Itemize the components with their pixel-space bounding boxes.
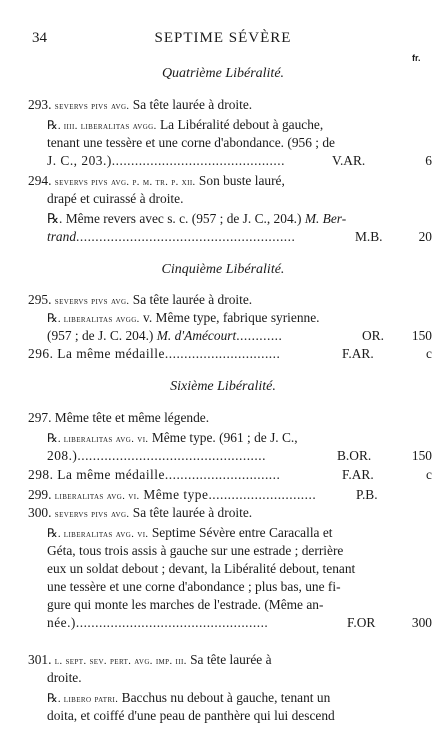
entry-line: 296. La même médaille.............................. [28,346,281,361]
metal-size: F.OR [347,615,376,630]
column-label: fr. [412,53,421,63]
entry-line [47,117,323,133]
entry-line: 299. liberalitas avg. vi. Même type............................ [28,487,317,502]
section-title-sixieme: Sixième Libéralité. [170,379,276,394]
price: 150 [411,328,432,343]
entry-line: Géta, tous trois assis à gauche sur une estrade ; derrière [47,543,344,558]
entry-line: une tessère et une corne d'abondance ; plus bas, une fi- [47,579,341,594]
price: 300 [411,615,432,630]
price: c [426,467,432,482]
price: c [426,346,432,361]
entry-line: 301. l. sept. sev. pert. avg. imp. iii. Sa tête laurée à [28,652,272,667]
entry-line: 295. severvs pivs avg. Sa tête laurée à droite. [28,292,253,307]
legend: liberalitas avgg. [63,314,140,325]
entry-line: gure qui monte les marches de l'estrade. (Même an- [47,597,324,612]
entry-line: 294. severvs pivs avg. p. m. tr. p. xii. Son buste lauré, [28,173,285,188]
section-title-cinquieme: Cinquième Libéralité. [161,262,285,277]
entry-line: née.).................................................. [47,615,269,630]
entry-line: J. C., 203.)............................................. [47,153,285,168]
section-title-quatrieme: Quatrième Libéralité. [161,66,285,81]
entry-line: droite. [47,670,82,685]
collection-name: M. Ber- [304,211,347,226]
entry-line: (957 ; de J. C. 204.) M. d'Amécourt............ [47,328,283,343]
metal-size: OR. [362,328,384,343]
entry-number: 293. [28,97,55,112]
description: Sa tête laurée à droite. [129,97,253,112]
reverse-mark: ℞. [47,118,64,132]
legend: l. sept. sev. pert. avg. imp. iii. [54,656,187,667]
legend: liberalitas avg. vi. [63,529,149,540]
entry-line: 208.)................................................. [47,448,266,463]
price: 20 [418,229,432,244]
running-head: SEPTIME SÉVÈRE [154,30,292,46]
legend: severvs pivs avg. [54,509,130,520]
entry-line: ℞. liberalitas avg. vi. Septime Sévère entre Caracalla et [47,525,333,540]
price: 6 [425,153,432,168]
entry-line: tenant une tessère et une corne d'abondance. (956 ; de [47,135,335,150]
collection-name: trand [47,229,77,244]
legend: liberalitas avg. vi. [63,434,149,445]
metal-size: F.AR. [342,346,374,361]
legend: libero patri. [63,694,119,705]
entry-line: ℞. libero patri. Bacchus nu debout à gauche, tenant un [47,690,331,705]
legend: liberalitas avg. vi. [54,491,140,502]
page-number: 34 [32,30,47,46]
price: 150 [411,448,432,463]
metal-size: M.B. [355,229,383,244]
legend: severvs pivs avg. p. m. tr. p. xii. [54,177,196,188]
entry-line: ℞. Même revers avec s. c. (957 ; de J. C., 204.) M. Ber- [47,211,347,226]
description: La Libéralité debout à gauche, [156,117,324,132]
legend: iiii. liberalitas avgg. [63,121,157,132]
entry-line [28,97,252,113]
entry-line: ℞. liberalitas avg. vi. Même type. (961 ; de J. C., [47,430,298,445]
entry-line: 297. Même tête et même légende. [28,410,210,425]
metal-size: F.AR. [342,467,374,482]
collection-name: M. d'Amécourt [156,328,237,343]
legend: severvs pivs avg. [54,296,130,307]
legend: severvs pivs avg. [54,101,130,112]
metal-size: B.OR. [337,448,372,463]
metal-size: P.B. [356,487,378,502]
entry-line: doita, et coiffé d'une peau de panthère qui lui descend [47,708,335,723]
metal-size: V.AR. [332,153,366,168]
entry-line: 300. severvs pivs avg. Sa tête laurée à droite. [28,505,253,520]
entry-line: 298. La même médaille.............................. [28,467,281,482]
entry-line: eux un soldat debout ; devant, la Libéralité debout, tenant [47,561,356,576]
entry-line: drapé et cuirassé à droite. [47,191,184,206]
entry-line: trand......................................................... [47,229,296,244]
entry-line: ℞. liberalitas avgg. v. Même type, fabrique syrienne. [47,310,320,325]
